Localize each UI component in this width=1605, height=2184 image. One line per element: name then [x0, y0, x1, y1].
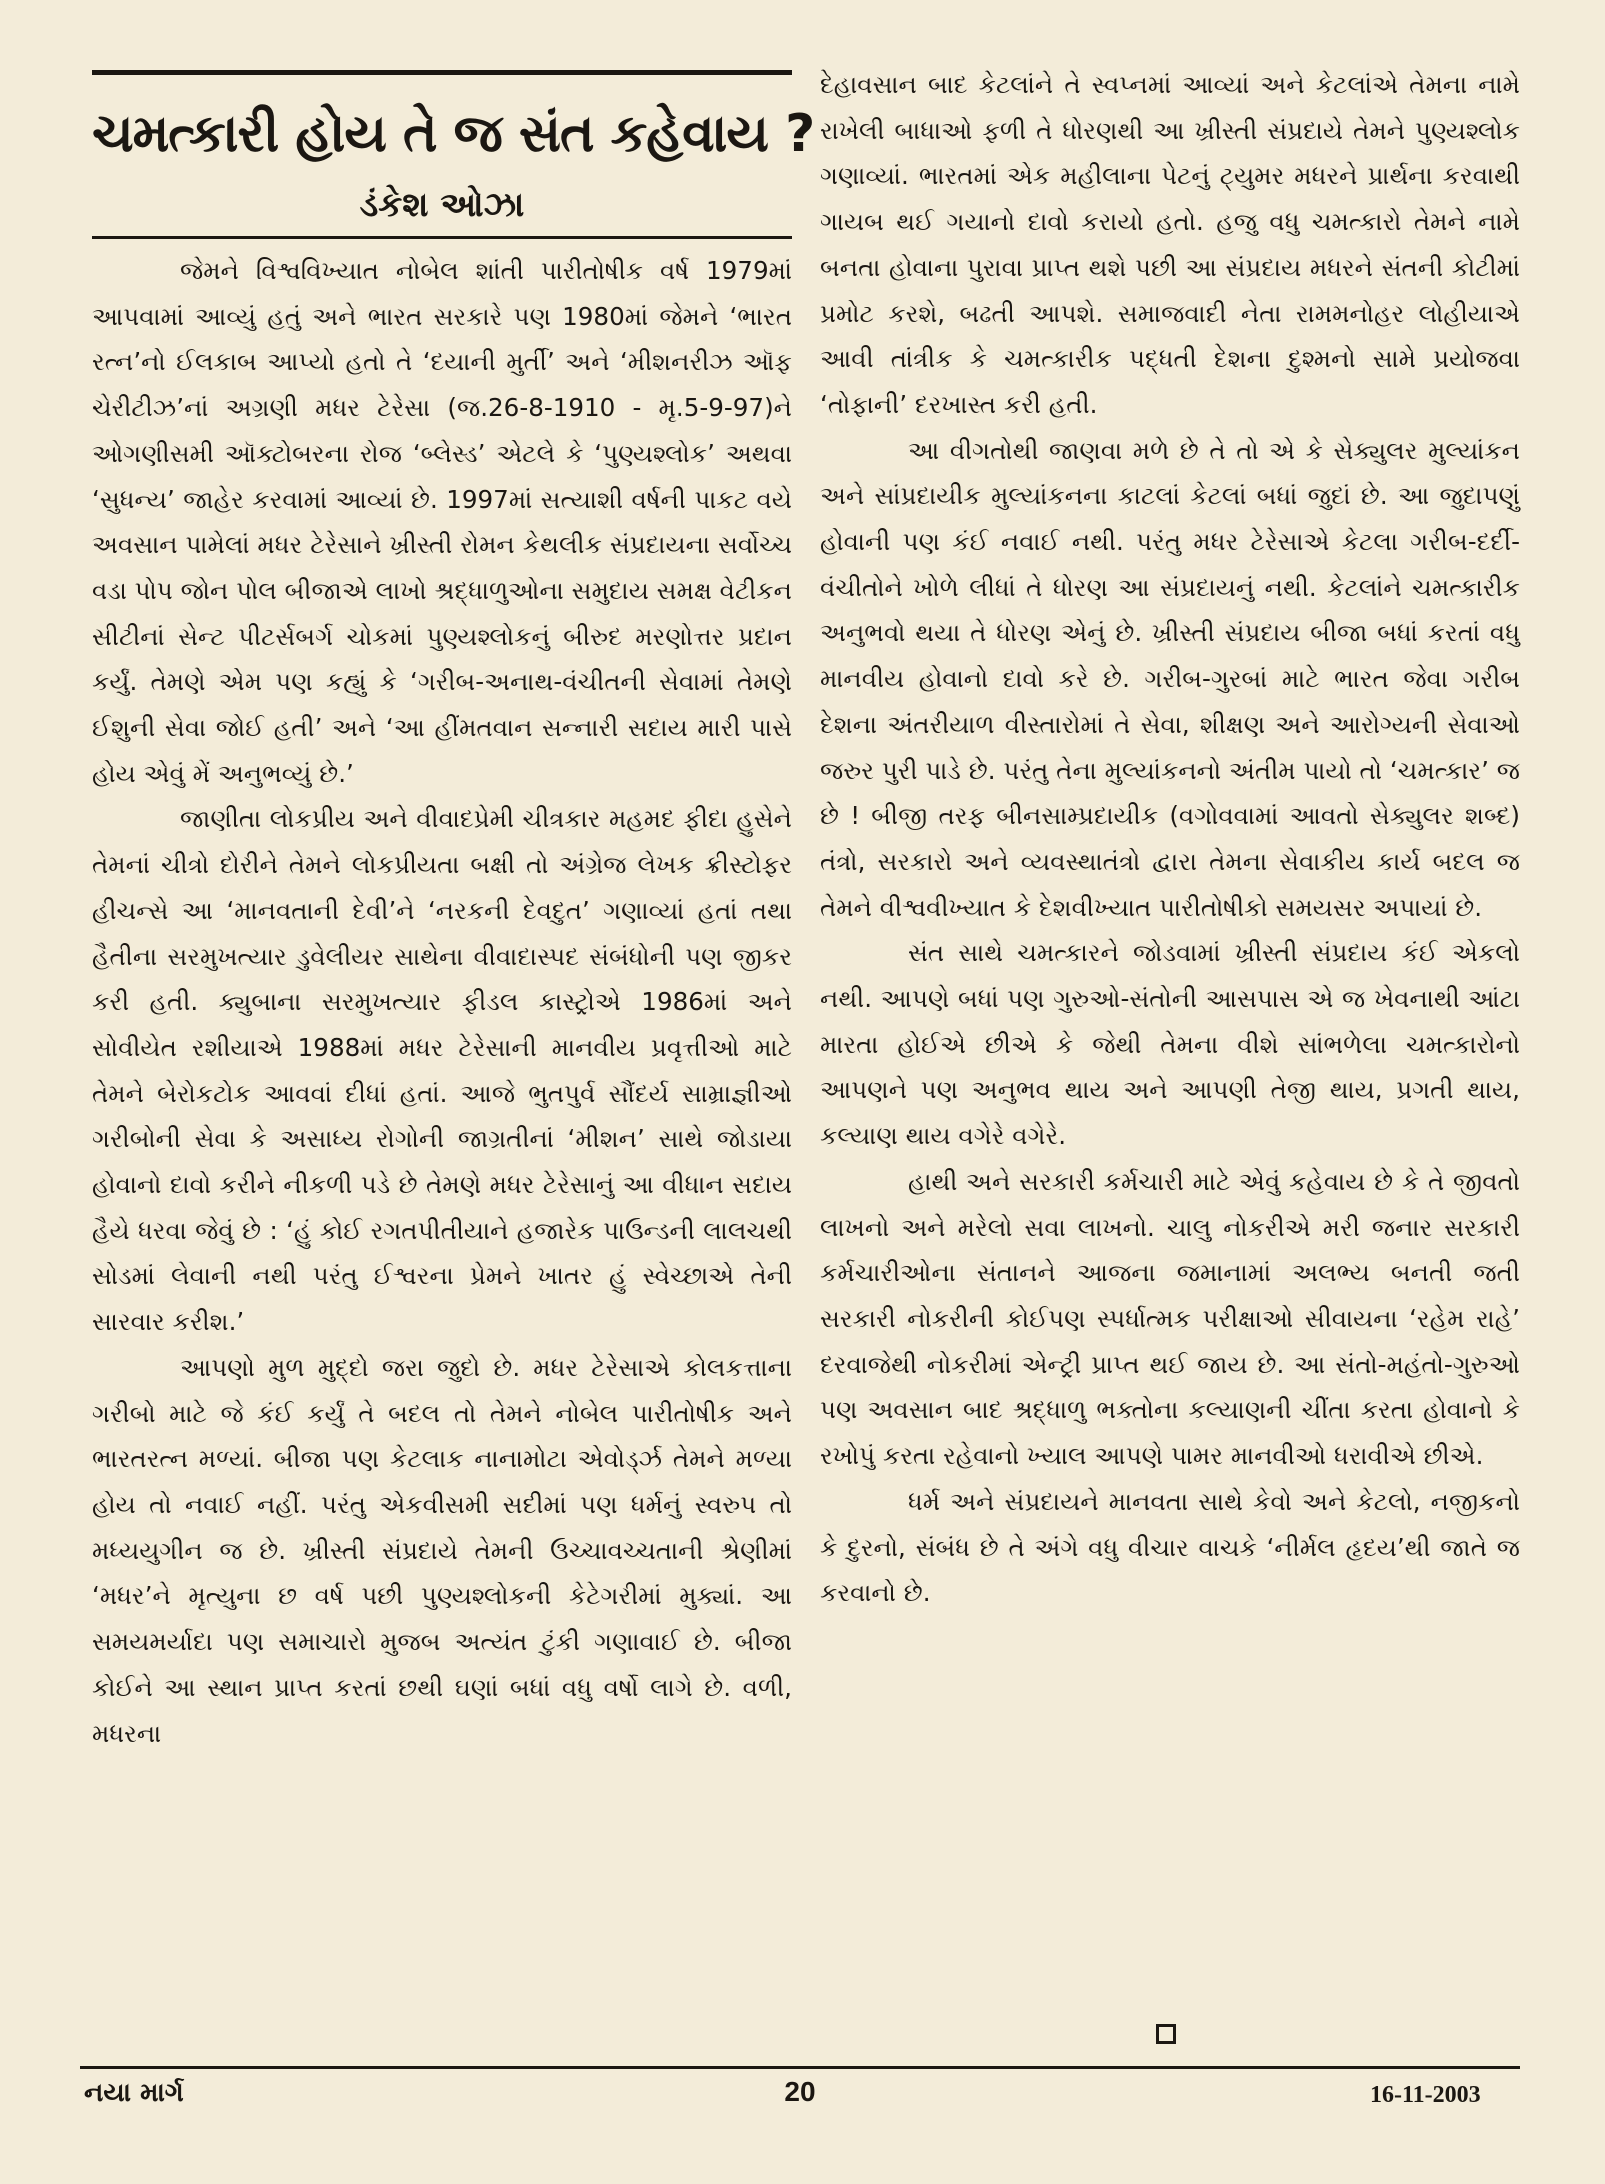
- right-column: [820, 62, 1520, 1616]
- issue-date: 16-11-2003: [1370, 2082, 1481, 2108]
- title-top-rule: [92, 70, 792, 75]
- paragraph: દેહાવસાન બાદ કેટલાંને તે સ્વપ્નમાં આવ્યાં અને કેટલાંએ તેમના નામે રાખેલી બાધાઓ ફળી તે ધોરણથી આ ખ્રીસ્તી સંપ્રદાયે તેમને પુણ્યશ્લોક ગણાવ્યાં. ભારતમાં એક મહીલાના પેટનું ટ્યુમર મધરને પ્રાર્થના કરવાથી ગાયબ થઈ ગયાનો દાવો કરાયો હતો. હજુ વધુ ચમત્કારો તેમને નામે બનતા હોવાના પુરાવા પ્રાપ્ત થશે પછી આ સંપ્રદાય મધરને સંતની કોટીમાં પ્રમોટ કરશે, બઢતી આપશે. સમાજવાદી નેતા રામમનોહર લોહીયાએ આવી તાંત્રીક કે ચમત્કારીક પદ્ધતી દેશના દુશ્મનો સામે પ્રયોજવા ‘તોફાની’ દરખાસ્ત કરી હતી.: [820, 70, 1520, 419]
- end-mark-icon: [1156, 2024, 1176, 2044]
- article-title: ચમત્કારી હોય તે જ સંત કહેવાય ?: [92, 104, 815, 164]
- article-author: ડંકેશ ઓઝા: [359, 185, 525, 225]
- left-column: [92, 248, 792, 1756]
- footer-rule: [80, 2066, 1520, 2069]
- paragraph: જેમને વિશ્વવિખ્યાત નોબેલ શાંતી પારીતોષીક વર્ષ 1979માં આપવામાં આવ્યું હતું અને ભારત સરકારે પણ 1980માં જેમને ‘ભારત રત્ન’નો ઈલકાબ આપ્યો હતો તે ‘દયાની મુર્તી’ અને ‘મીશનરીઝ ઑફ ચેરીટીઝ’નાં અગ્રણી મધર ટેરેસા (જ.26-8-1910 - મૃ.5-9-97)ને ઓગણીસમી ઑક્ટોબરના રોજ ‘બ્લેસ્ડ’ એટલે કે ‘પુણ્યશ્લોક’ અથવા ‘સુધન્ય’ જાહેર કરવામાં આવ્યાં છે. 1997માં સત્યાશી વર્ષની પાકટ વયે અવસાન પામેલાં મધર ટેરેસાને ખ્રીસ્તી રોમન કેથલીક સંપ્રદાયના સર્વોચ્ચ વડા પોપ જોન પોલ બીજાએ લાખો શ્રદ્ધાળુઓના સમુદાય સમક્ષ વેટીકન સીટીનાં સેન્ટ પીટર્સબર્ગ ચોકમાં પુણ્યશ્લોકનું બીરુદ મરણોત્તર પ્રદાન કર્યું. તેમણે એમ પણ કહ્યું કે ‘ગરીબ-અનાથ-વંચીતની સેવામાં તેમણે ઈશુની સેવા જોઈ હતી’ અને ‘આ હીંમતવાન સન્નારી સદાય મારી પાસે હોય એવું મેં અનુભવ્યું છે.’: [92, 256, 792, 788]
- paragraph: સંત સાથે ચમત્કારને જોડવામાં ખ્રીસ્તી સંપ્રદાય કંઈ એકલો નથી. આપણે બધાં પણ ગુરુઓ-સંતોની આસપાસ એ જ ખેવનાથી આંટા મારતા હોઈએ છીએ કે જેથી તેમના વીશે સાંભળેલા ચમત્કારોનો આપણને પણ અનુભવ થાય અને આપણી તેજી થાય, પ્રગતી થાય, કલ્યાણ થાય વગેરે વગેરે.: [820, 938, 1520, 1151]
- paragraph: જાણીતા લોકપ્રીય અને વીવાદપ્રેમી ચીત્રકાર મહમદ ફીદા હુસેને તેમનાં ચીત્રો દોરીને તેમને લોકપ્રીયતા બક્ષી તો અંગ્રેજ લેખક ક્રીસ્ટોફર હીચન્સે આ ‘માનવતાની દેવી’ને ‘નરકની દેવદુત’ ગણાવ્યાં હતાં તથા હૈતીના સરમુખત્યાર ડુવેલીયર સાથેના વીવાદાસ્પદ સંબંધોની પણ જીકર કરી હતી. ક્યુબાના સરમુખત્યાર ફીડલ કાસ્ટ્રોએ 1986માં અને સોવીયેત રશીયાએ 1988માં મધર ટેરેસાની માનવીય પ્રવૃત્તીઓ માટે તેમને બેરોકટોક આવવાં દીધાં હતાં. આજે ભુતપુર્વ સૌંદર્ય સામ્રાજ્ઞીઓ ગરીબોની સેવા કે અસાધ્ય રોગોની જાગ્રતીનાં ‘મીશન’ સાથે જોડાયા હોવાનો દાવો કરીને નીકળી પડે છે તેમણે મધર ટેરેસાનું આ વીધાન સદાય હૈયે ધરવા જેવું છે : ‘હું કોઈ રગતપીતીયાને હજારેક પાઉન્ડની લાલચથી સોડમાં લેવાની નથી પરંતુ ઈશ્વરના પ્રેમને ખાતર હું સ્વેચ્છાએ તેની સારવાર કરીશ.’: [92, 804, 792, 1337]
- paragraph: હાથી અને સરકારી કર્મચારી માટે એવું કહેવાય છે કે તે જીવતો લાખનો અને મરેલો સવા લાખનો. ચાલુ નોકરીએ મરી જનાર સરકારી કર્મચારીઓના સંતાનને આજના જમાનામાં અલભ્ય બનતી જતી સરકારી નોકરીની કોઈપણ સ્પર્ધાત્મક પરીક્ષાઓ સીવાયના ‘રહેમ રાહે’ દરવાજેથી નોકરીમાં એન્ટ્રી પ્રાપ્ત થઈ જાય છે. આ સંતો-મહંતો-ગુરુઓ પણ અવસાન બાદ શ્રદ્ધાળુ ભક્તોના કલ્યાણની ચીંતા કરતા હોવાનો કે રખોપું કરતા રહેવાનો ખ્યાલ આપણે પામર માનવીઓ ધરાવીએ છીએ.: [820, 1166, 1520, 1471]
- page-number: 20: [784, 2076, 816, 2107]
- paragraph: આ વીગતોથી જાણવા મળે છે તે તો એ કે સેક્યુલર મુલ્યાંકન અને સાંપ્રદાયીક મુલ્યાંકનના કાટલાં કેટલાં બધાં જુદાં છે. આ જુદાપણું હોવાની પણ કંઈ નવાઈ નથી. પરંતુ મધર ટેરેસાએ કેટલા ગરીબ-દર્દી-વંચીતોને ખોળે લીધાં તે ધોરણ આ સંપ્રદાયનું નથી. કેટલાંને ચમત્કારીક અનુભવો થયા તે ધોરણ એનું છે. ખ્રીસ્તી સંપ્રદાય બીજા બધાં કરતાં વધુ માનવીય હોવાનો દાવો કરે છે. ગરીબ-ગુરબાં માટે ભારત જેવા ગરીબ દેશના અંતરીયાળ વીસ્તારોમાં તે સેવા, શીક્ષણ અને આરોગ્યની સેવાઓ જરુર પુરી પાડે છે. પરંતુ તેના મુલ્યાંકનનો અંતીમ પાયો તો ‘ચમત્કાર’ જ છે ! બીજી તરફ બીનસામ્પ્રદાયીક (વગોવવામાં આવતો સેક્યુલર શબ્દ) તંત્રો, સરકારો અને વ્યવસ્થાતંત્રો દ્વારા તેમના સેવાકીય કાર્ય બદલ જ તેમને વીશ્વવીખ્યાત કે દેશવીખ્યાત પારીતોષીકો સમયસર અપાયાં છે.: [820, 435, 1520, 922]
- paragraph: ધર્મ અને સંપ્રદાયને માનવતા સાથે કેવો અને કેટલો, નજીકનો કે દુરનો, સંબંધ છે તે અંગે વધુ વીચાર વાચકે ‘નીર્મલ હૃદય’થી જાતે જ કરવાનો છે.: [820, 1486, 1520, 1608]
- publication-name: નયા માર્ગ: [84, 2078, 184, 2108]
- paragraph: આપણો મુળ મુદ્દો જરા જુદો છે. મધર ટેરેસાએ કોલકત્તાના ગરીબો માટે જે કંઈ કર્યું તે બદલ તો તેમને નોબેલ પારીતોષીક અને ભારતરત્ન મળ્યાં. બીજા પણ કેટલાક નાનામોટા એવોર્ડ્ઝ તેમને મળ્યા હોય તો નવાઈ નહીં. પરંતુ એકવીસમી સદીમાં પણ ધર્મનું સ્વરુપ તો મધ્યયુગીન જ છે. ખ્રીસ્તી સંપ્રદાયે તેમની ઉચ્ચાવચ્ચતાની શ્રેણીમાં ‘મધર’ને મૃત્યુના છ વર્ષ પછી પુણ્યશ્લોકની કેટેગરીમાં મુક્યાં. આ સમયમર્યાદા પણ સમાચારો મુજબ અત્યંત ટુંકી ગણાવાઈ છે. બીજા કોઈને આ સ્થાન પ્રાપ્ત કરતાં છથી ઘણાં બધાં વધુ વર્ષો લાગે છે. વળી, મધરના: [92, 1352, 792, 1748]
- byline-rule: [92, 236, 792, 239]
